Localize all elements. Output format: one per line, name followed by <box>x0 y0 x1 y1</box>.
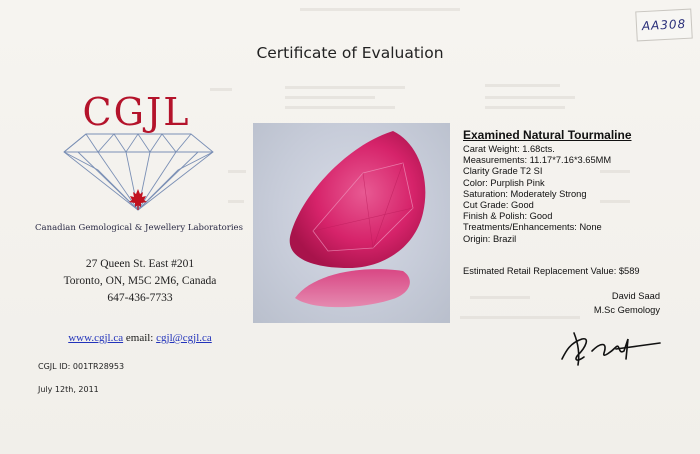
certificate-date: July 12th, 2011 <box>38 385 99 394</box>
email-link[interactable]: cgjl@cgjl.ca <box>156 332 212 344</box>
spec-clarity: Clarity Grade T2 SI <box>463 166 543 177</box>
diamond-logo-icon <box>56 130 221 220</box>
tourmaline-stone-icon <box>253 123 450 323</box>
spec-carat-weight: Carat Weight: 1.68cts. <box>463 144 555 154</box>
gem-photo <box>253 123 450 323</box>
signer-title: M.Sc Gemology <box>593 305 660 315</box>
spec-treatments: Treatments/Enhancements: None <box>463 222 602 233</box>
signer-name: David Saad <box>611 291 660 301</box>
gem-heading: Examined Natural Tourmaline <box>463 128 632 142</box>
website-link[interactable]: www.cgjl.ca <box>68 332 124 344</box>
phone-number: 647-436-7733 <box>107 292 173 304</box>
address-line-1: 27 Queen St. East #201 <box>85 258 195 270</box>
spec-cut-grade: Cut Grade: Good <box>463 200 534 211</box>
signature-icon <box>556 329 666 369</box>
gem-specifications <box>463 128 693 245</box>
cgjl-id: CGJL ID: 001TR28953 <box>38 362 125 371</box>
spec-measurements: Measurements: 11.17*7.16*3.65MM <box>463 155 612 166</box>
spec-origin: Origin: Brazil <box>463 233 517 244</box>
spec-saturation: Saturation: Moderately Strong <box>463 188 587 199</box>
spec-finish-polish: Finish & Polish: Good <box>463 211 553 222</box>
document-title: Certificate of Evaluation <box>256 44 444 62</box>
spec-color: Color: Purplish Pink <box>463 177 545 188</box>
retail-value: Estimated Retail Replacement Value: $589 <box>463 266 640 276</box>
handwritten-note: AA308 <box>635 9 692 42</box>
lab-logo-text: CGJL <box>82 90 191 134</box>
lab-full-name: Canadian Gemological & Jewellery Laboratories <box>35 223 243 233</box>
contact-links <box>30 332 250 344</box>
address-line-2: Toronto, ON, M5C 2M6, Canada <box>63 275 217 287</box>
email-label: email: <box>125 332 154 344</box>
